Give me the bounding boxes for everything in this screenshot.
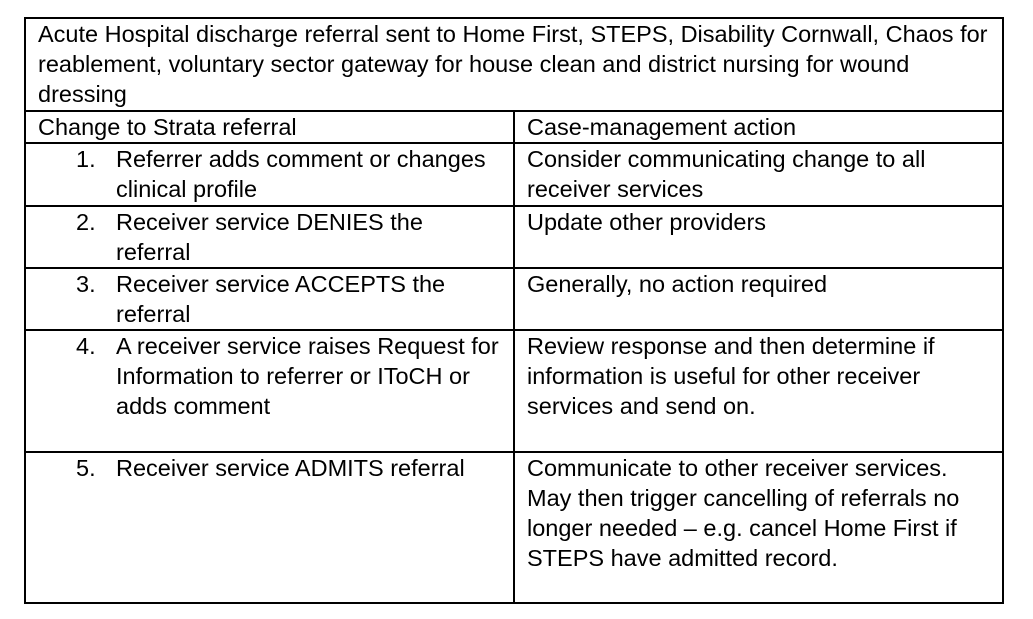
change-text: Receiver service ACCEPTS the referral — [116, 271, 446, 327]
action-cell: Consider communicating change to all receiver services — [514, 143, 1003, 206]
change-text: A receiver service raises Request for Information to referrer or IToCH or adds comment — [116, 333, 499, 419]
table-title: Acute Hospital discharge referral sent to Home First, STEPS, Disability Cornwall, Chaos for reablement, voluntary sector gateway for house clean and district nursing for wound dressing — [25, 18, 1003, 111]
item-number: 3. — [76, 271, 96, 297]
table-row — [25, 330, 1003, 452]
change-cell — [25, 206, 514, 268]
change-text: Receiver service ADMITS referral — [116, 455, 465, 481]
action-cell: Generally, no action required — [514, 268, 1003, 330]
change-cell — [25, 452, 514, 603]
change-cell — [25, 268, 514, 330]
column-header-row — [25, 111, 1003, 143]
change-cell — [25, 330, 514, 452]
action-cell: Communicate to other receiver services. May then trigger cancelling of referrals no longer needed – e.g. cancel Home First if STEPS have admitted record. — [514, 452, 1003, 603]
change-cell — [25, 143, 514, 206]
column-header-change: Change to Strata referral — [25, 111, 514, 143]
action-cell: Update other providers — [514, 206, 1003, 268]
change-text: Receiver service DENIES the referral — [116, 209, 423, 265]
referral-actions-table — [24, 17, 1004, 604]
table-row — [25, 143, 1003, 206]
action-cell: Review response and then determine if information is useful for other receiver services and send on. — [514, 330, 1003, 452]
item-number: 5. — [76, 455, 96, 481]
item-number: 4. — [76, 333, 96, 359]
table-row — [25, 268, 1003, 330]
column-header-action: Case-management action — [514, 111, 1003, 143]
table-row — [25, 206, 1003, 268]
item-number: 1. — [76, 146, 96, 172]
title-row — [25, 18, 1003, 111]
change-text: Referrer adds comment or changes clinical profile — [116, 146, 486, 202]
item-number: 2. — [76, 209, 96, 235]
table-row — [25, 452, 1003, 603]
